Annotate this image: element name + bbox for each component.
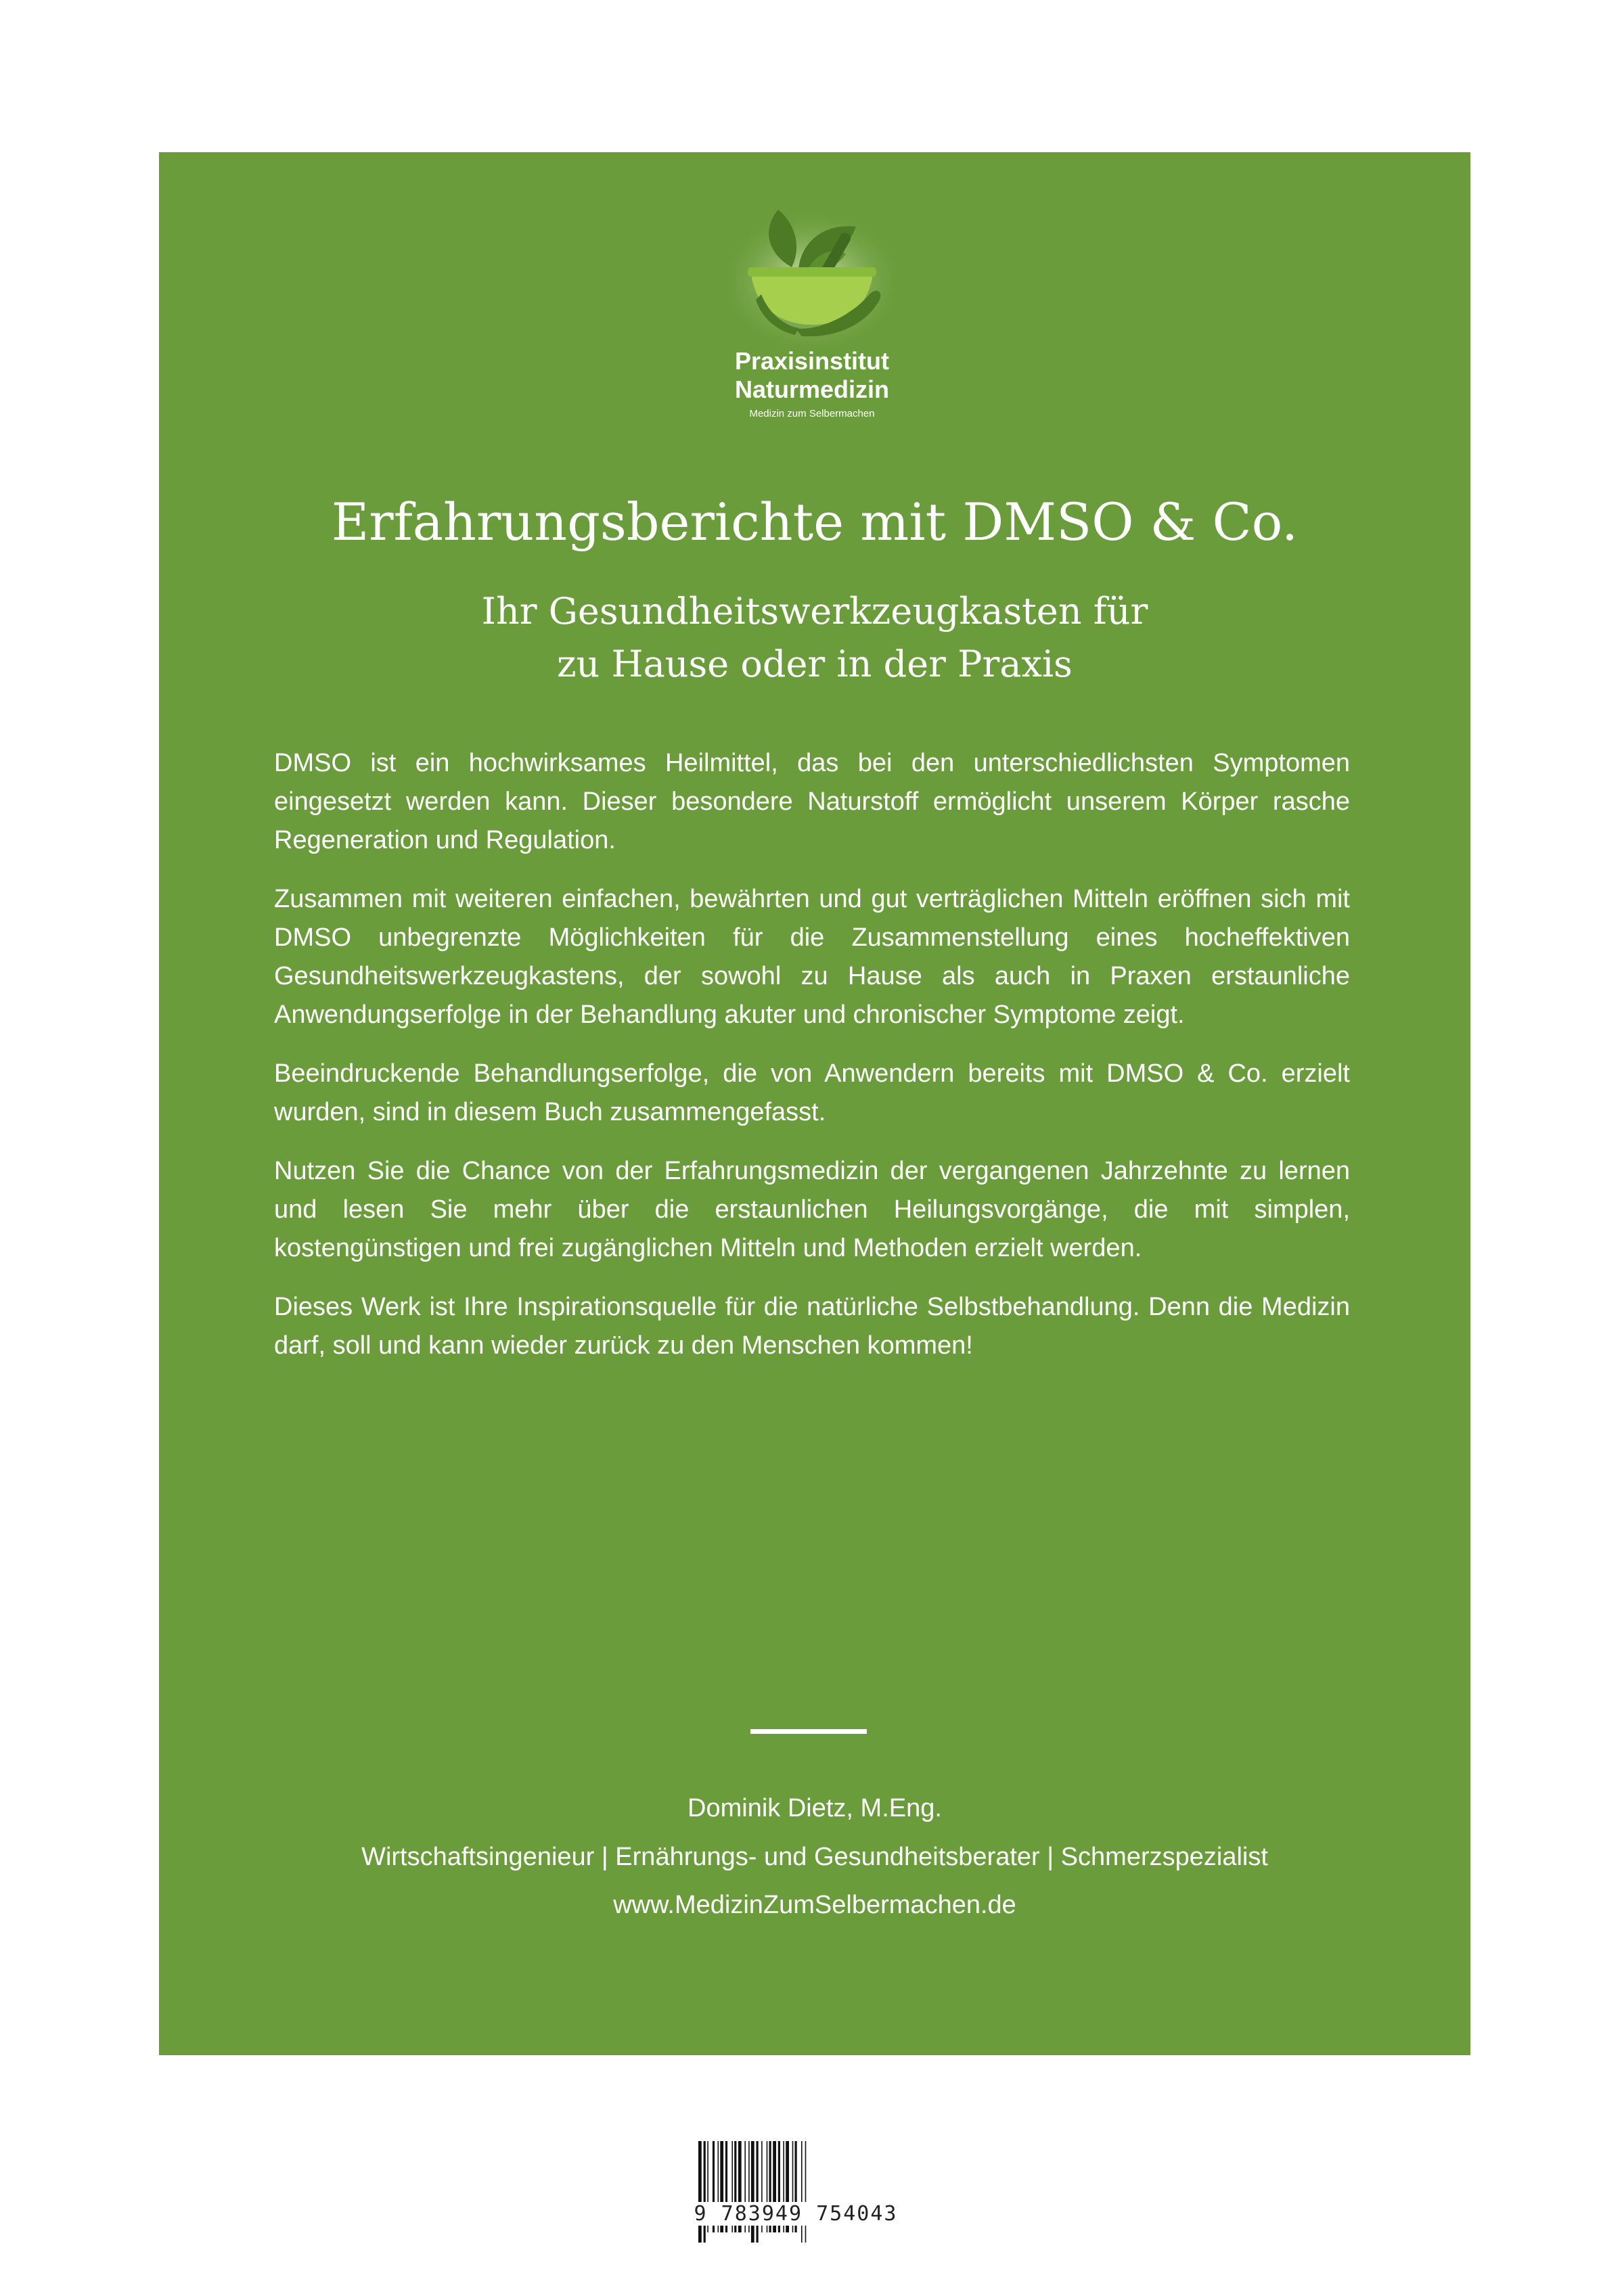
blurb	[274, 744, 1350, 1385]
publisher-logo	[714, 193, 910, 436]
barcode-bar	[704, 2141, 706, 2243]
author-name: Dominik Dietz, M.Eng.	[687, 1794, 942, 1822]
logo-line-2: Naturmedizin	[734, 375, 890, 403]
divider-line	[750, 1729, 867, 1734]
blurb-paragraph: Nutzen Sie die Chance von der Erfahrungsmedizin der vergangenen Jahrzehnte zu lernen und lesen Sie mehr über die erstaunlichen Heilungsvorgänge, die mit simplen, kostengünstigen und frei zugänglichen Mitteln und Methoden erzielt werden.	[274, 1157, 1350, 1262]
blurb-paragraph: Dieses Werk ist Ihre Inspirationsquelle für die natürliche Selbstbehandlung. Denn die Medizin darf, soll und kann wieder zurück zu den Menschen kommen!	[274, 1293, 1350, 1360]
blurb-paragraph: Beeindruckende Behandlungserfolge, die von Anwendern bereits mit DMSO & Co. erzielt wurden, sind in diesem Buch zusammengefasst.	[274, 1059, 1350, 1126]
logo-tagline: Medizin zum Selbermachen	[749, 408, 875, 419]
barcode-bar	[751, 2141, 754, 2243]
author-website[interactable]: www.MedizinZumSelbermachen.de	[613, 1891, 1016, 1919]
barcode-bar	[698, 2141, 702, 2243]
subtitle-line-1: Ihr Gesundheitswerkzeugkasten für	[481, 590, 1148, 633]
barcode-bar	[805, 2141, 807, 2243]
isbn-digits: 9 783949 754043	[681, 2202, 911, 2226]
book-title: Erfahrungsberichte mit DMSO & Co.	[331, 492, 1299, 552]
subtitle-line-2: zu Hause oder in der Praxis	[557, 643, 1073, 685]
blurb-paragraph: DMSO ist ein hochwirksames Heilmittel, das bei den unterschiedlichsten Symptomen eingesetzt werden kann. Dieser besondere Naturstoff ermöglicht unserem Körper rasche Regeneration und Regulation.	[274, 749, 1350, 854]
barcode-bar	[757, 2141, 759, 2243]
logo-line-1: Praxisinstitut	[734, 347, 890, 375]
barcode-bar	[801, 2141, 803, 2243]
author-roles: Wirtschaftsingenieur | Ernährungs- und Gesundheitsberater | Schmerzspezialist	[361, 1843, 1268, 1871]
blurb-paragraph: Zusammen mit weiteren einfachen, bewährten und gut verträglichen Mitteln eröffnen sich mit DMSO unbegrenzte Möglichkeiten für die Zusammenstellung eines hocheffektiven Gesundheitswerkzeugkastens, der sowohl zu Hause als auch in Praxen erstaunliche Anwendungserfolge in der Behandlung akuter und chronischer Symptome zeigt.	[274, 885, 1350, 1029]
mortar-leaves-hand-icon	[714, 193, 910, 348]
isbn-barcode	[696, 2141, 899, 2249]
